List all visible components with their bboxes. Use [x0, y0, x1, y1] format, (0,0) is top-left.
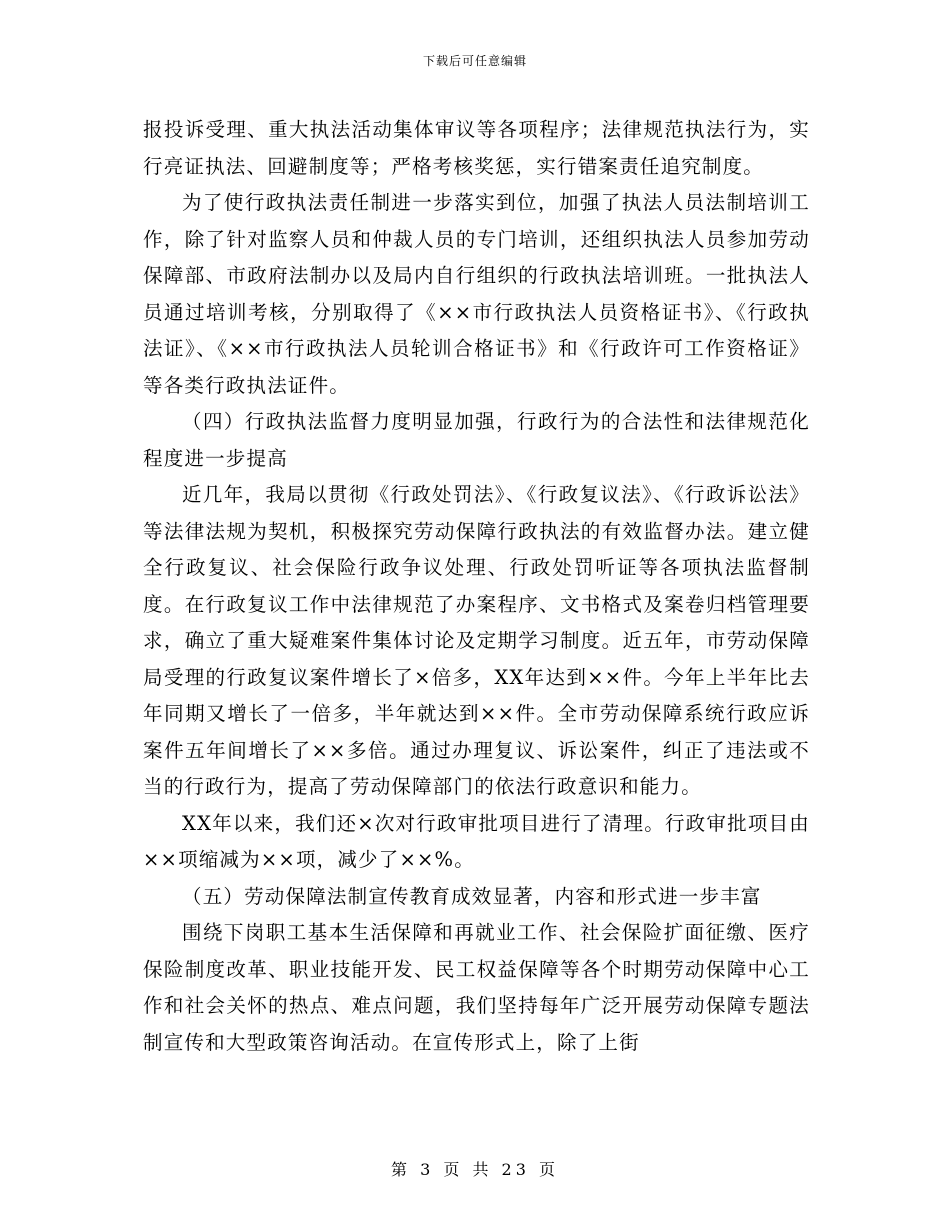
page-footer: 第 3 页 共 23 页 — [391, 1160, 559, 1179]
paragraph-publicity: 围绕下岗职工基本生活保障和再就业工作、社会保险扩面征缴、医疗保险制度改革、职业技能开发、民工权益保障等各个时期劳动保障中心工作和社会关怀的热点、难点问题，我们坚持每年广泛开展劳动保障专题法制宣传和大型政策咨询活动。在宣传形式上，除了上街 — [143, 921, 810, 1054]
paragraph-training: 为了使行政执法责任制进一步落实到位，加强了执法人员法制培训工作，除了针对监察人员和仲裁人员的专门培训，还组织执法人员参加劳动保障部、市政府法制办以及局内自行组织的行政执法培训班。一批执法人员通过培训考核，分别取得了《××市行政执法人员资格证书》、《行政执法证》、《××市行政执法人员轮训合格证书》和《行政许可工作资格证》等各类行政执法证件。 — [143, 191, 810, 397]
section-heading-4: （四）行政执法监督力度明显加强，行政行为的合法性和法律规范化程度进一步提高 — [143, 410, 810, 470]
section-heading-5: （五）劳动保障法制宣传教育成效显著，内容和形式进一步丰富 — [182, 884, 762, 908]
document-body — [143, 112, 810, 1061]
paragraph-continuation: 报投诉受理、重大执法活动集体审议等各项程序；法律规范执法行为，实行亮证执法、回避制度等；严格考核奖惩，实行错案责任追究制度。 — [143, 118, 810, 178]
paragraph-approval-items: XX年以来，我们还×次对行政审批项目进行了清理。行政审批项目由××项缩减为××项，减少了××%。 — [143, 811, 810, 871]
page-header: 下载后可任意编辑 — [422, 54, 527, 68]
paragraph-supervision: 近几年，我局以贯彻《行政处罚法》、《行政复议法》、《行政诉讼法》等法律法规为契机，积极探究劳动保障行政执法的有效监督办法。建立健全行政复议、社会保险行政争议处理、行政处罚听证等各项执法监督制度。在行政复议工作中法律规范了办案程序、文书格式及案卷归档管理要求，确立了重大疑难案件集体讨论及定期学习制度。近五年，市劳动保障局受理的行政复议案件增长了×倍多，XX年达到××件。今年上半年比去年同期又增长了一倍多，半年就达到××件。全市劳动保障系统行政应诉案件五年间增长了××多倍。通过办理复议、诉讼案件，纠正了违法或不当的行政行为，提高了劳动保障部门的依法行政意识和能力。 — [143, 483, 810, 798]
